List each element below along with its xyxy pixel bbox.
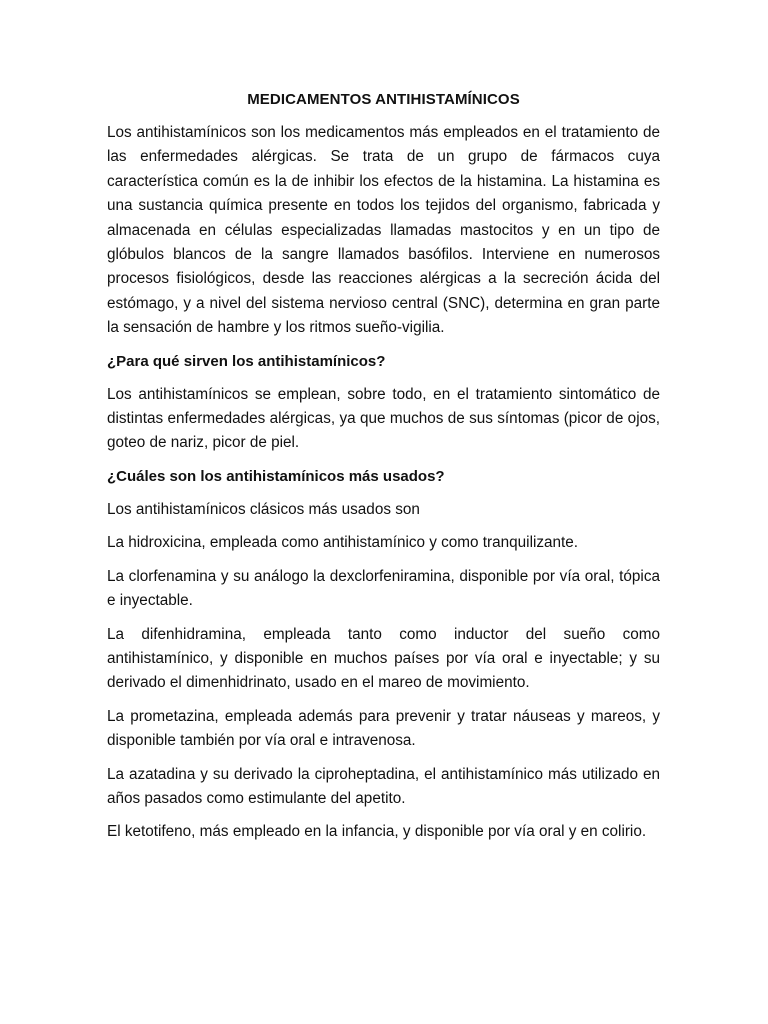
drug-paragraph-hidroxicina: La hidroxicina, empleada como antihistamínico y como tranquilizante. xyxy=(107,534,579,552)
intro-paragraph: Los antihistamínicos son los medicamentos más empleados en el tratamiento de las enfermedades alérgicas. Se trata de un grupo de fármacos cuya característica común es la de inhibir los efectos de la histamina. La histamina es una sustancia química presente en todos los tejidos del organismo, fabricada y almacenada en células especializadas llamadas mastocitos y en un tipo de glóbulos blancos de la sangre llamados basófilos. Interviene en numerosos procesos fisiológicos, desde las reacciones alérgicas a la secreción ácida del estómago, y a nivel del sistema nervioso central (SNC), determina en gran parte la sensación de hambre y los ritmos sueño-vigilia. xyxy=(107,124,660,337)
uses-paragraph: Los antihistamínicos se emplean, sobre todo, en el tratamiento sintomático de distintas enfermedades alérgicas, ya que muchos de sus síntomas (picor de ojos, goteo de nariz, picor de piel. xyxy=(107,385,660,452)
drug-paragraph-clorfenamina: La clorfenamina y su análogo la dexclorfeniramina, disponible por vía oral, tópica e inyectable. xyxy=(107,567,660,610)
document-page xyxy=(107,88,660,854)
document-title: MEDICAMENTOS ANTIHISTAMÍNICOS xyxy=(247,91,520,108)
drug-paragraph-ketotifeno: El ketotifeno, más empleado en la infancia, y disponible por vía oral y en colirio. xyxy=(107,823,647,841)
section-heading-uses: ¿Para qué sirven los antihistamínicos? xyxy=(107,352,386,370)
drug-paragraph-azatadina: La azatadina y su derivado la ciproheptadina, el antihistamínico más utilizado en años pasados como estimulante del apetito. xyxy=(107,765,660,807)
section-heading-most-used: ¿Cuáles son los antihistamínicos más usados? xyxy=(107,467,445,485)
drug-paragraph-prometazina: La prometazina, empleada además para prevenir y tratar náuseas y mareos, y disponible también por vía oral e intravenosa. xyxy=(107,707,660,750)
drug-paragraph-difenhidramina: La difenhidramina, empleada tanto como inductor del sueño como antihistamínico, y disponible en muchos países por vía oral e inyectable; y su derivado el dimenhidrinato, usado en el mareo de movimiento. xyxy=(107,625,660,692)
most-used-intro: Los antihistamínicos clásicos más usados son xyxy=(107,500,420,518)
